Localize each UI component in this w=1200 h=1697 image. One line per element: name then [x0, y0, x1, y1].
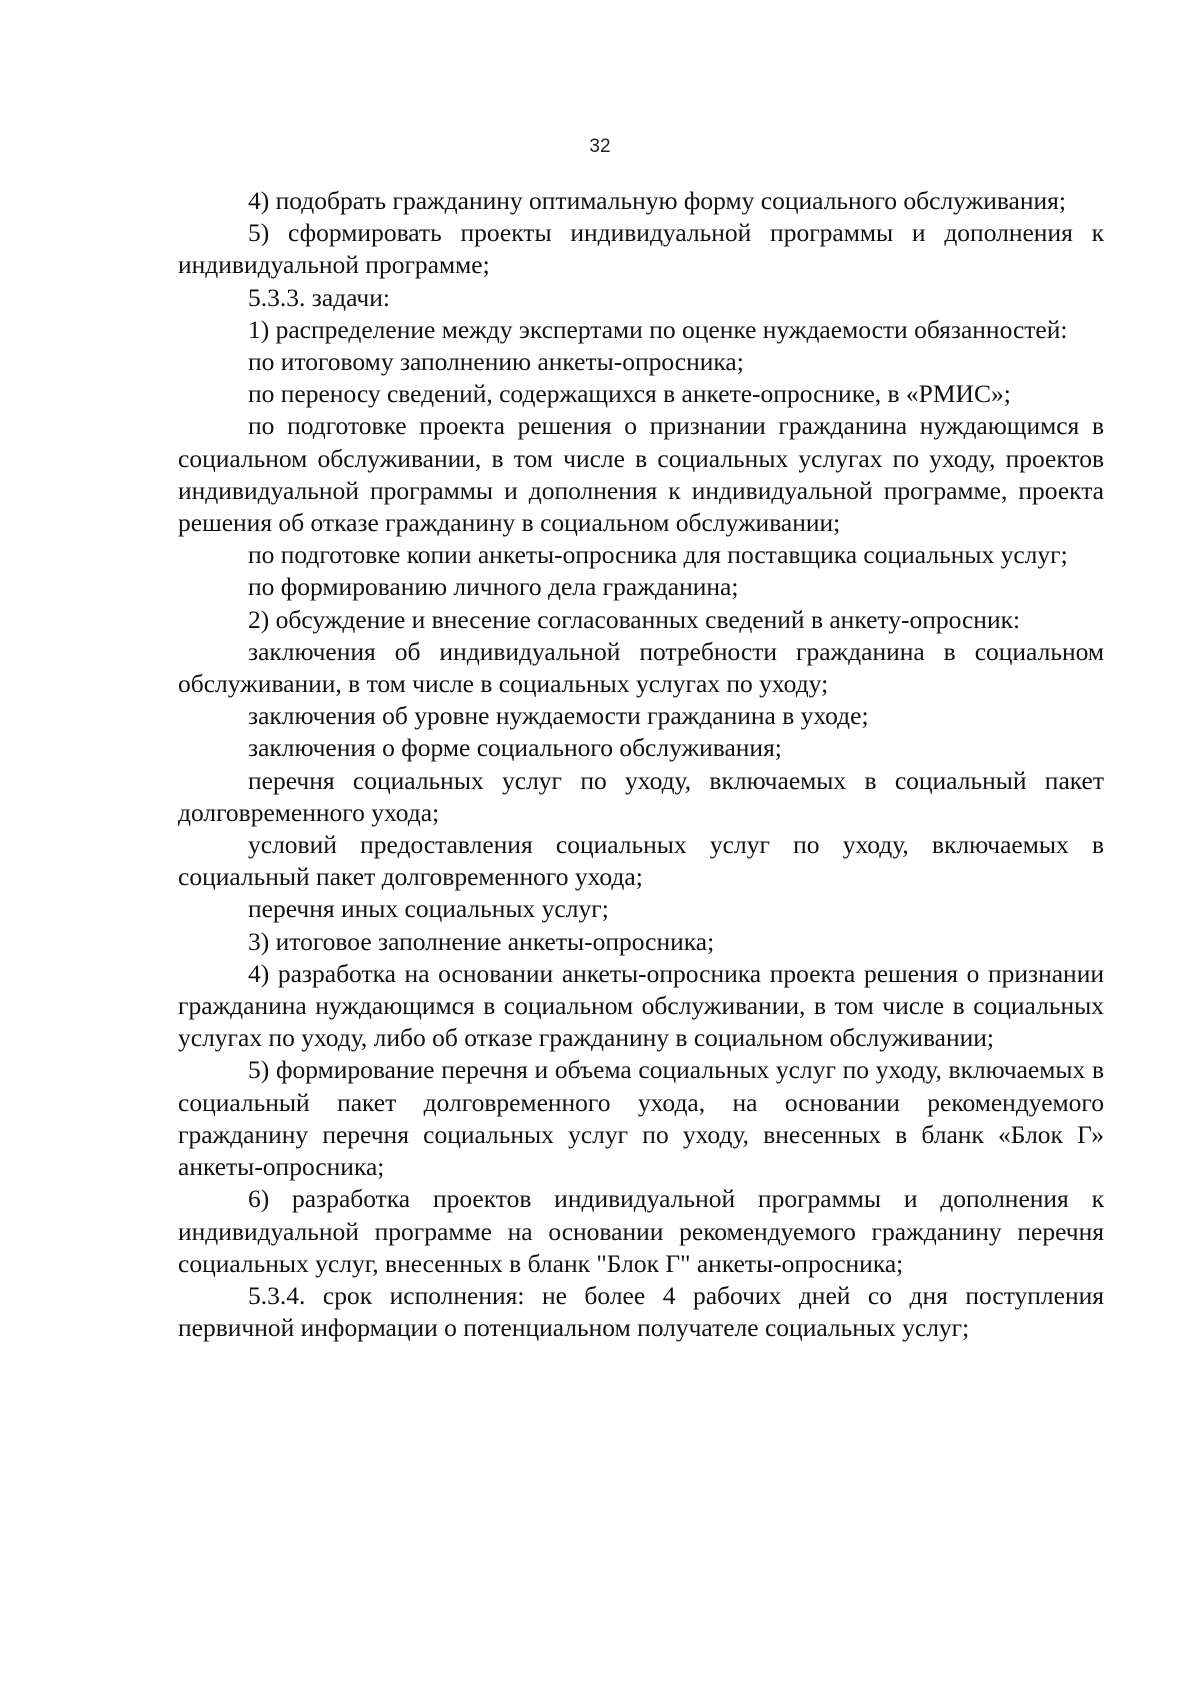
paragraph-item-5-form-projects: 5) сформировать проекты индивидуальной программы и дополнения к индивидуальной программе;: [178, 218, 1104, 280]
paragraph-sub-prepare-decision: по подготовке проекта решения о признании гражданина нуждающимся в социальном обслуживании, в том числе в социальных услугах по уходу, проектов индивидуальной программы и дополнения к индивидуальной программе, проекта решения об отказе гражданину в социальном обслуживании;: [178, 411, 1104, 538]
paragraph-sub-individual-need: заключения об индивидуальной потребности гражданина в социальном обслуживании, в том числе в социальных услугах по уходу;: [178, 636, 1104, 699]
paragraph-task-5-services-volume: 5) формирование перечня и объема социальных услуг по уходу, включаемых в социальный пакет долговременного ухода, на основании рекомендуемого гражданину перечня социальных услуг по уходу, внесенных в бланк «Блок Г» анкеты-опросника;: [178, 1055, 1104, 1182]
paragraph-5-3-4-deadline: 5.3.4. срок исполнения: не более 4 рабочих дней со дня поступления первичной информации о потенциальном получателе социальных услуг;: [178, 1280, 1104, 1343]
paragraph-sub-prepare-copy: по подготовке копии анкеты-опросника для поставщика социальных услуг;: [248, 540, 1068, 570]
paragraph-sub-other-services: перечня иных социальных услуг;: [248, 894, 609, 924]
paragraph-item-4-select-form: 4) подобрать гражданину оптимальную форму социального обслуживания;: [248, 186, 1066, 215]
paragraph-sub-transfer-rmis: по переносу сведений, содержащихся в анкете-опроснике, в «РМИС»;: [248, 379, 1011, 409]
paragraph-sub-service-form: заключения о форме социального обслуживания;: [248, 733, 782, 763]
section-heading-5-3-3: 5.3.3. задачи:: [248, 282, 390, 312]
paragraph-task-4-draft-decision: 4) разработка на основании анкеты-опросника проекта решения о признании гражданина нуждающимся в социальном обслуживании, в том числе в социальных услугах по уходу, либо об отказе гражданину в социальном обслуживании;: [178, 958, 1104, 1053]
paragraph-task-6-draft-programs: 6) разработка проектов индивидуальной программы и дополнения к индивидуальной программе на основании рекомендуемого гражданину перечня социальных услуг, внесенных в бланк "Блок Г" анкеты-опросника;: [178, 1184, 1104, 1278]
paragraph-sub-final-filling: по итоговому заполнению анкеты-опросника;: [248, 347, 744, 377]
paragraph-sub-care-services-list: перечня социальных услуг по уходу, включаемых в социальный пакет долговременного ухода;: [178, 765, 1104, 827]
paragraph-sub-service-conditions: условий предоставления социальных услуг по уходу, включаемых в социальный пакет долговременного ухода;: [178, 830, 1104, 892]
paragraph-task-2-discussion: 2) обсуждение и внесение согласованных сведений в анкету-опросник:: [248, 604, 1021, 634]
paragraph-task-1-distribution: 1) распределение между экспертами по оценке нуждаемости обязанностей:: [248, 314, 1068, 344]
paragraph-sub-personal-file: по формированию личного дела гражданина;: [248, 572, 739, 602]
document-body: [178, 185, 1104, 1344]
paragraph-sub-care-level: заключения об уровне нуждаемости гражданина в уходе;: [248, 701, 869, 731]
page-number: 32: [589, 136, 611, 157]
paragraph-task-3-final-filling: 3) итоговое заполнение анкеты-опросника;: [248, 926, 715, 956]
